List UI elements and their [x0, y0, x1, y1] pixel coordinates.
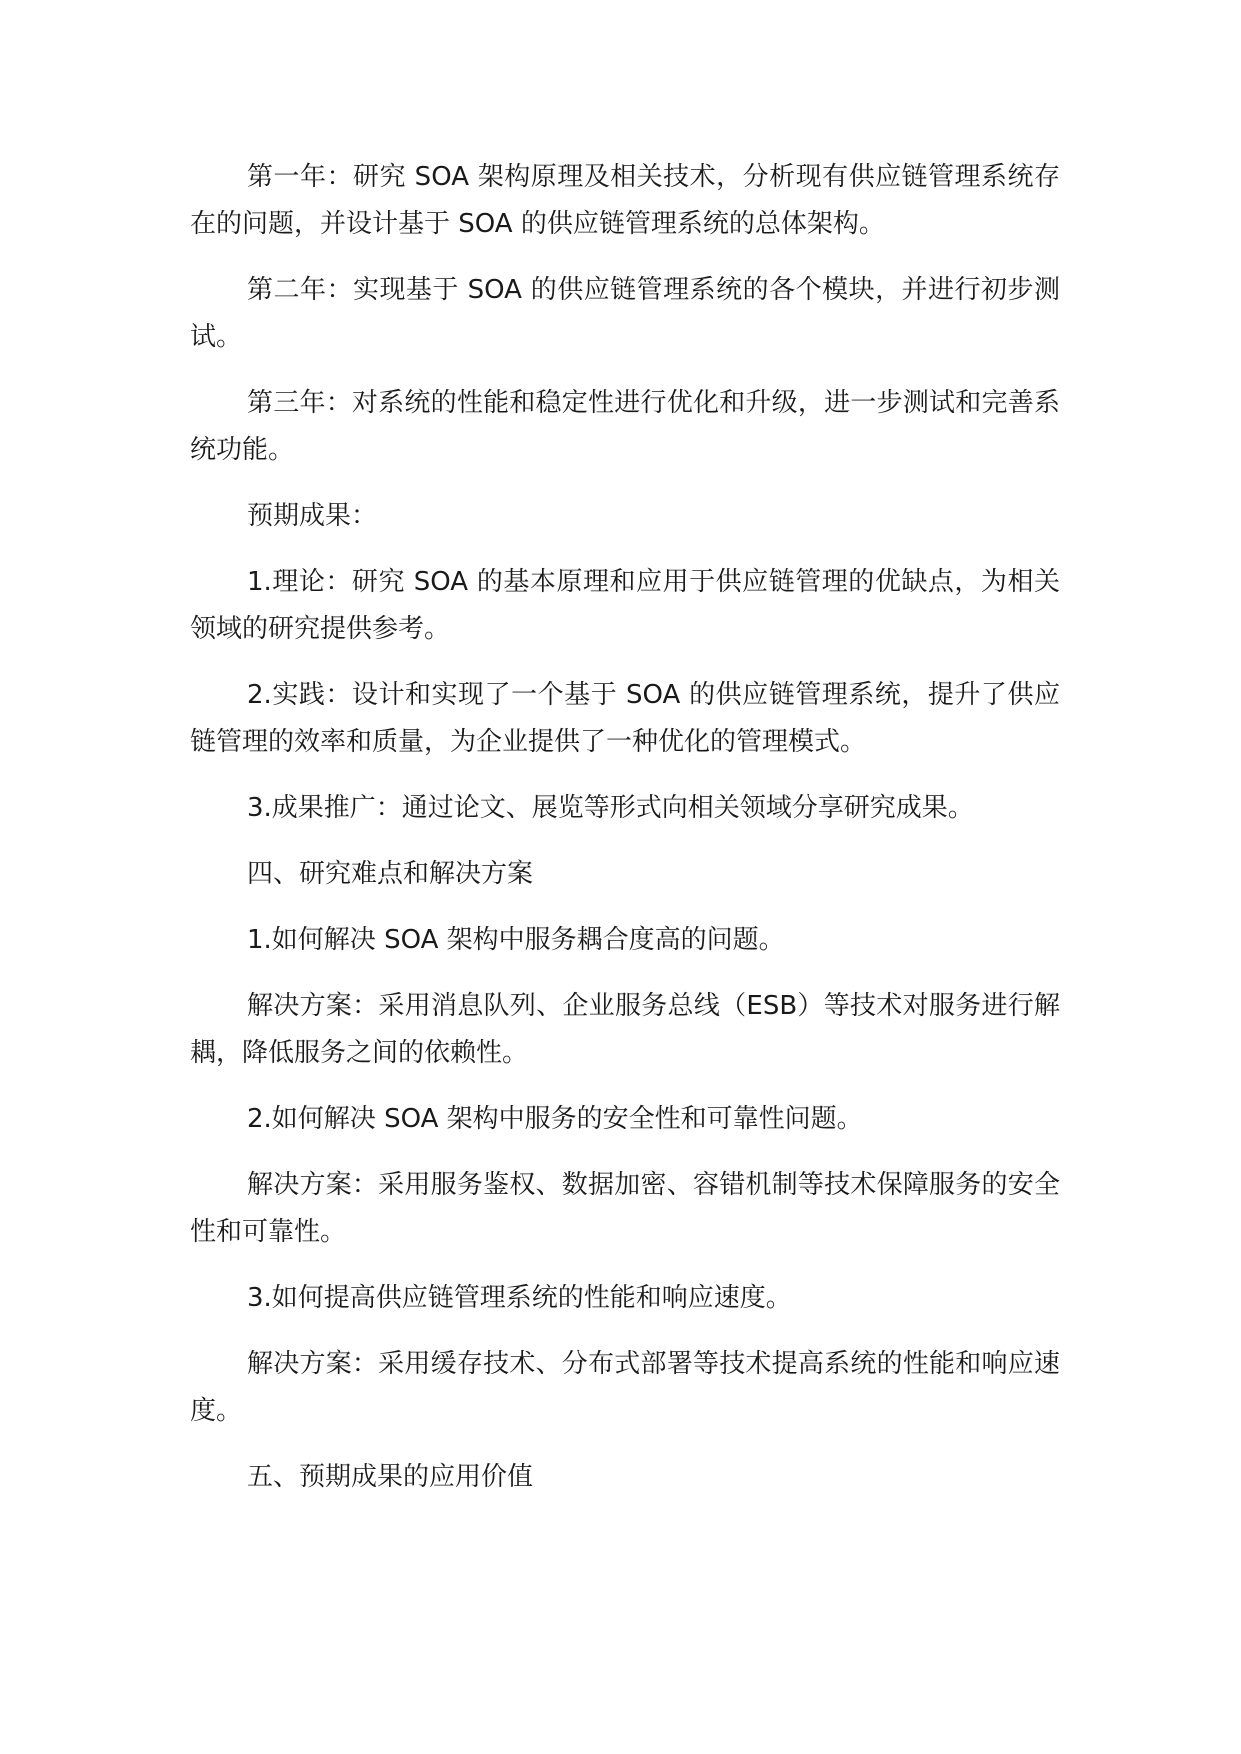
paragraph-solution-one: 解决方案：采用消息队列、企业服务总线（ESB）等技术对服务进行解耦，降低服务之间的依赖性。 — [190, 991, 1060, 1068]
paragraph-result-practice: 2.实践：设计和实现了一个基于 SOA 的供应链管理系统，提升了供应链管理的效率和质量，为企业提供了一种优化的管理模式。 — [190, 680, 1060, 757]
paragraph-difficulty-one: 1.如何解决 SOA 架构中服务耦合度高的问题。 — [247, 925, 785, 955]
paragraph-difficulty-three: 3.如何提高供应链管理系统的性能和响应速度。 — [247, 1283, 792, 1313]
paragraph-result-theory: 1.理论：研究 SOA 的基本原理和应用于供应链管理的优缺点，为相关领域的研究提供参考。 — [190, 567, 1060, 644]
paragraph-solution-three: 解决方案：采用缓存技术、分布式部署等技术提高系统的性能和响应速度。 — [190, 1349, 1060, 1426]
paragraph-difficulty-two: 2.如何解决 SOA 架构中服务的安全性和可靠性问题。 — [247, 1104, 863, 1134]
paragraph-result-promotion: 3.成果推广：通过论文、展览等形式向相关领域分享研究成果。 — [247, 793, 974, 823]
paragraph-expected-results-heading: 预期成果： — [247, 501, 378, 531]
paragraph-year-three: 第三年：对系统的性能和稳定性进行优化和升级，进一步测试和完善系统功能。 — [190, 388, 1060, 465]
paragraph-year-one: 第一年：研究 SOA 架构原理及相关技术，分析现有供应链管理系统存在的问题，并设计基于 SOA 的供应链管理系统的总体架构。 — [190, 162, 1060, 239]
section-heading-difficulties: 四、研究难点和解决方案 — [247, 859, 534, 889]
section-heading-application-value: 五、预期成果的应用价值 — [247, 1462, 534, 1492]
paragraph-year-two: 第二年：实现基于 SOA 的供应链管理系统的各个模块，并进行初步测试。 — [190, 275, 1060, 352]
paragraph-solution-two: 解决方案：采用服务鉴权、数据加密、容错机制等技术保障服务的安全性和可靠性。 — [190, 1170, 1060, 1247]
document-body — [190, 154, 1060, 1520]
